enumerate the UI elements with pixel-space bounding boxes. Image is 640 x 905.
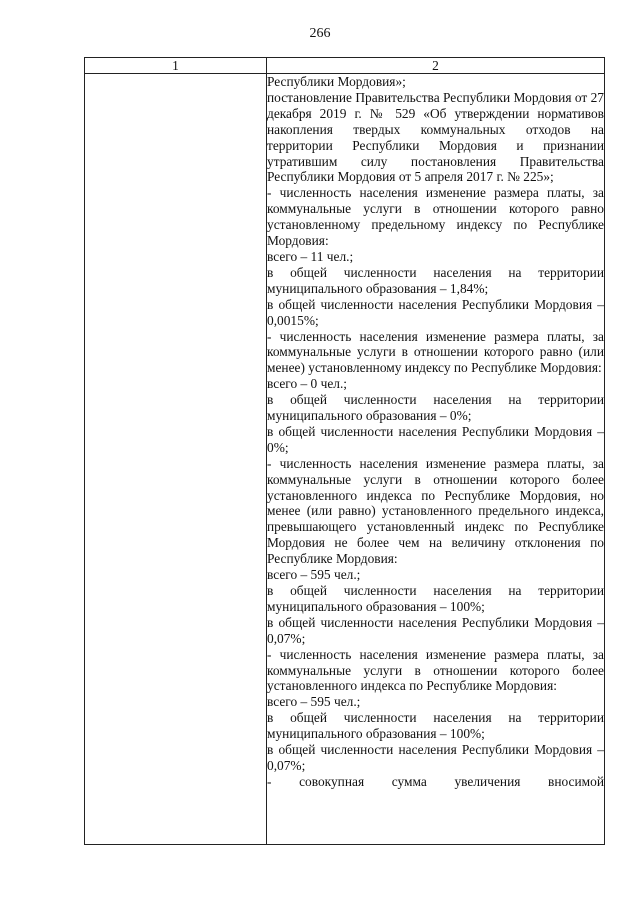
paragraph: - численность населения изменение размера платы, за коммунальные услуги в отношении которого равно установленному предельному индексу по Республике Мордовия: (267, 185, 604, 249)
paragraph: постановление Правительства Республики Мордовия от 27 декабря 2019 г. № 529 «Об утверждении нормативов накопления твердых коммунальных отходов на территории Республики Мордовия и признании утратившим силу постановления Правительства Республики Мордовия от 5 апреля 2017 г. № 225»; (267, 89, 604, 185)
paragraph: в общей численности населения Республики Мордовия – 0%; (267, 423, 604, 455)
table-row (85, 74, 605, 845)
paragraph: всего – 595 чел.; (267, 694, 361, 710)
paragraph: в общей численности населения на территории муниципального образования – 0%; (267, 392, 604, 424)
column-1-cell (85, 74, 267, 845)
paragraph: - численность населения изменение размера платы, за коммунальные услуги в отношении которого более установленного индекса по Республике Мордовия, но менее (или равно) установленного предельного индекса, превышающего установленный индекс по Республике Мордовия не более чем на величину отклонения по Республике Мордовия: (267, 455, 604, 567)
column-header-2: 2 (267, 58, 605, 74)
column-header-1: 1 (85, 58, 267, 74)
paragraph: в общей численности населения на территории муниципального образования – 100%; (267, 710, 604, 742)
paragraph: в общей численности населения на территории муниципального образования – 100%; (267, 583, 604, 614)
paragraph: в общей численности населения Республики Мордовия – 0,0015%; (267, 296, 604, 328)
document-table (84, 57, 605, 845)
paragraph: всего – 0 чел.; (267, 376, 348, 392)
paragraph: в общей численности населения Республики Мордовия – 0,07%; (267, 614, 604, 646)
paragraph: в общей численности населения на территории муниципального образования – 1,84%; (267, 264, 604, 296)
table-header-row (85, 58, 605, 74)
paragraph: - численность населения изменение размера платы, за коммунальные услуги в отношении которого равно (или менее) установленному индексу по Республике Мордовия: (267, 328, 604, 376)
column-2-cell (267, 74, 605, 845)
paragraph: Республики Мордовия»; (267, 74, 406, 89)
page-number: 266 (309, 26, 331, 41)
paragraph: всего – 11 чел.; (267, 248, 354, 264)
paragraph: - численность населения изменение размера платы, за коммунальные услуги в отношении которого более установленного индекса по Республике Мордовия: (267, 646, 604, 694)
paragraph: - совокупная сумма увеличения вносимой (267, 773, 604, 789)
paragraph: всего – 595 чел.; (267, 567, 361, 583)
paragraph: в общей численности населения Республики Мордовия – 0,07%; (267, 742, 604, 773)
